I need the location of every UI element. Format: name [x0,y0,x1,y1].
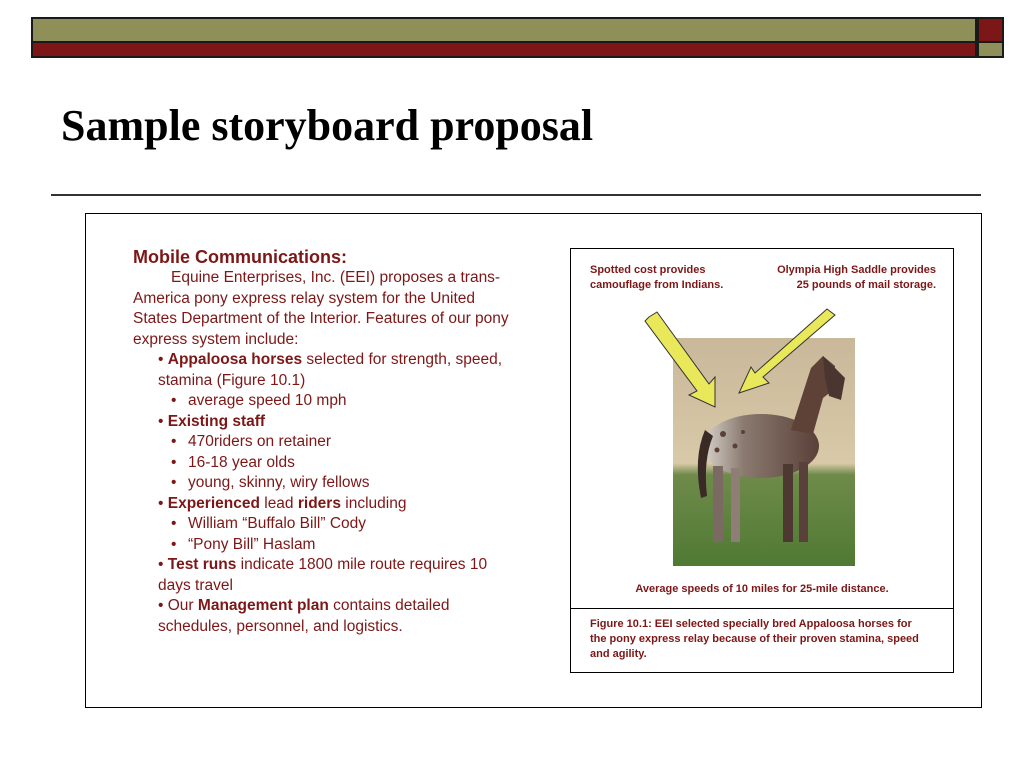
sub-bullet [133,473,523,494]
sub-bullet-text: William “Buffalo Bill” Cody [188,515,367,532]
bullet-staff [133,412,523,433]
bullet-text: contains detailed schedules, personnel, and logistics. [158,597,450,635]
bullet-prefix: Our [167,597,198,614]
sub-bullet [133,514,523,535]
bullet-dot: • [158,556,164,573]
proposal-text [133,246,523,637]
bullet-text: including [340,494,407,512]
sub-bullet-dot: • [171,433,177,450]
bullet-text: lead [259,494,298,512]
figure-caption: Figure 10.1: EEI selected specially bred Appaloosa horses for the pony express relay because of their proven stamina, speed and agility. [590,618,919,660]
sub-bullet-dot: • [171,515,177,532]
saddle-note: Olympia High Saddle provides 25 pounds of mail storage. [777,264,936,291]
sub-bullet-dot: • [171,453,177,471]
header-bar-red [31,41,977,58]
figure-divider [571,608,953,609]
bullet-bold: Management plan [197,597,329,614]
arrow-left-icon [645,312,715,407]
bullet-text: indicate 1800 mile route requires 10 days travel [158,556,488,594]
bullet-text: selected for strength, speed, stamina (Figure 10.1) [158,351,503,389]
header-bar-olive [31,17,977,43]
bullet-bold: Experienced [167,494,260,512]
bullet-bold: Test runs [167,556,237,573]
bullet-bold: Existing staff [167,412,266,430]
title-divider [51,194,981,196]
callout-arrows [571,249,955,674]
sub-bullet-text: young, skinny, wiry fellows [188,474,370,491]
camouflage-note: Spotted cost provides camouflage from Indians. [590,264,724,291]
speed-note: Average speeds of 10 miles for 25-mile distance. [635,583,889,595]
sub-bullet-dot: • [171,392,177,409]
sub-bullet-dot: • [171,474,177,491]
arrow-right-icon [739,309,835,393]
bullet-dot: • [158,597,164,614]
sub-bullet [133,391,523,412]
intro-paragraph: Equine Enterprises, Inc. (EEI) proposes a trans-America pony express relay system for the United States Department of the Interior. Features of our pony express system include: [133,269,509,348]
bullet-riders [133,494,523,515]
sub-bullet-text: 16-18 year olds [188,453,295,471]
corner-block-olive [977,41,1004,58]
bullet-dot: • [158,494,164,512]
sub-bullet [133,535,523,556]
corner-block-red [977,17,1004,43]
sub-bullet-text: “Pony Bill” Haslam [188,535,316,553]
bullet-appaloosa [133,350,523,391]
sub-bullet-text: 470riders on retainer [188,433,332,450]
bullet-management [133,596,523,637]
bullet-bold-2: riders [297,494,341,512]
section-heading: Mobile Communications: [133,247,348,267]
bullet-bold: Appaloosa horses [167,351,303,368]
bullet-dot: • [158,412,164,430]
slide-title: Sample storyboard proposal [61,101,594,150]
bullet-dot: • [158,351,164,368]
sub-bullet [133,453,523,474]
sub-bullet-text: average speed 10 mph [188,392,347,409]
figure-panel [570,248,954,673]
bullet-test-runs [133,555,523,596]
sub-bullet [133,432,523,453]
sub-bullet-dot: • [171,535,177,553]
